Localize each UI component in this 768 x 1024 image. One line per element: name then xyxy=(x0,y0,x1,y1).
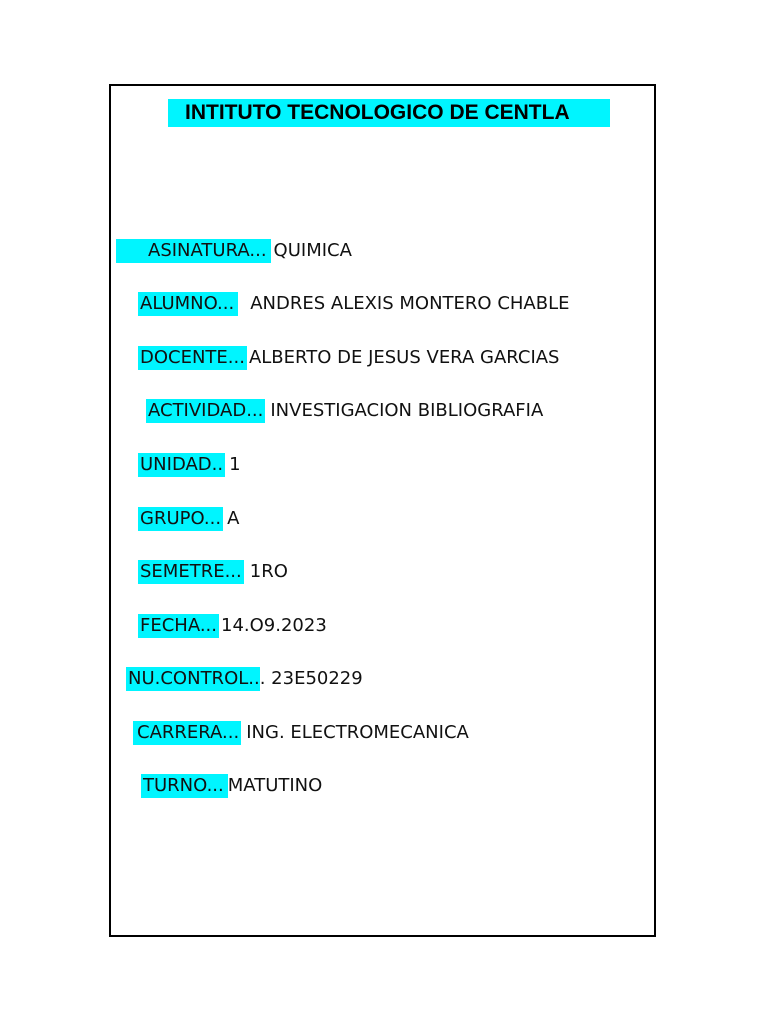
field-semestre xyxy=(138,560,288,584)
field-turno xyxy=(141,774,322,798)
field-label: FECHA... xyxy=(140,615,217,636)
field-label: DOCENTE... xyxy=(140,347,245,368)
field-asignatura xyxy=(116,239,352,263)
field-value: ING. ELECTROMECANICA xyxy=(246,722,469,743)
field-label: NU.CONTROL.. xyxy=(128,668,260,689)
field-alumno xyxy=(138,292,569,316)
field-label: GRUPO... xyxy=(140,508,222,529)
field-value: A xyxy=(227,508,240,529)
field-nucontrol xyxy=(126,667,363,691)
field-label: ALUMNO... xyxy=(138,292,238,316)
field-value: MATUTINO xyxy=(227,775,323,796)
field-value: 14.O9.2023 xyxy=(221,615,327,636)
field-value: ANDRES ALEXIS MONTERO CHABLE xyxy=(250,293,570,314)
field-label: SEMETRE... xyxy=(140,561,242,582)
field-label: TURNO... xyxy=(141,774,228,798)
field-value: QUIMICA xyxy=(273,240,352,261)
field-unidad xyxy=(138,453,241,477)
field-value: INVESTIGACION BIBLIOGRAFIA xyxy=(270,400,544,421)
field-grupo xyxy=(138,507,239,531)
field-value: . 23E50229 xyxy=(259,668,363,689)
field-label: UNIDAD.. xyxy=(140,454,224,475)
field-docente xyxy=(138,346,560,370)
field-label: ACTIVIDAD... xyxy=(148,400,264,421)
field-label: ASINATURA... xyxy=(116,239,271,263)
document-title: INTITUTO TECNOLOGICO DE CENTLA xyxy=(168,99,610,127)
field-fecha xyxy=(138,614,327,638)
field-actividad xyxy=(146,399,543,423)
field-value: ALBERTO DE JESUS VERA GARCIAS xyxy=(248,347,560,368)
field-value: 1 xyxy=(229,454,241,475)
field-label: CARRERA... xyxy=(133,721,241,745)
field-value: 1RO xyxy=(249,561,288,582)
field-carrera xyxy=(133,721,469,745)
